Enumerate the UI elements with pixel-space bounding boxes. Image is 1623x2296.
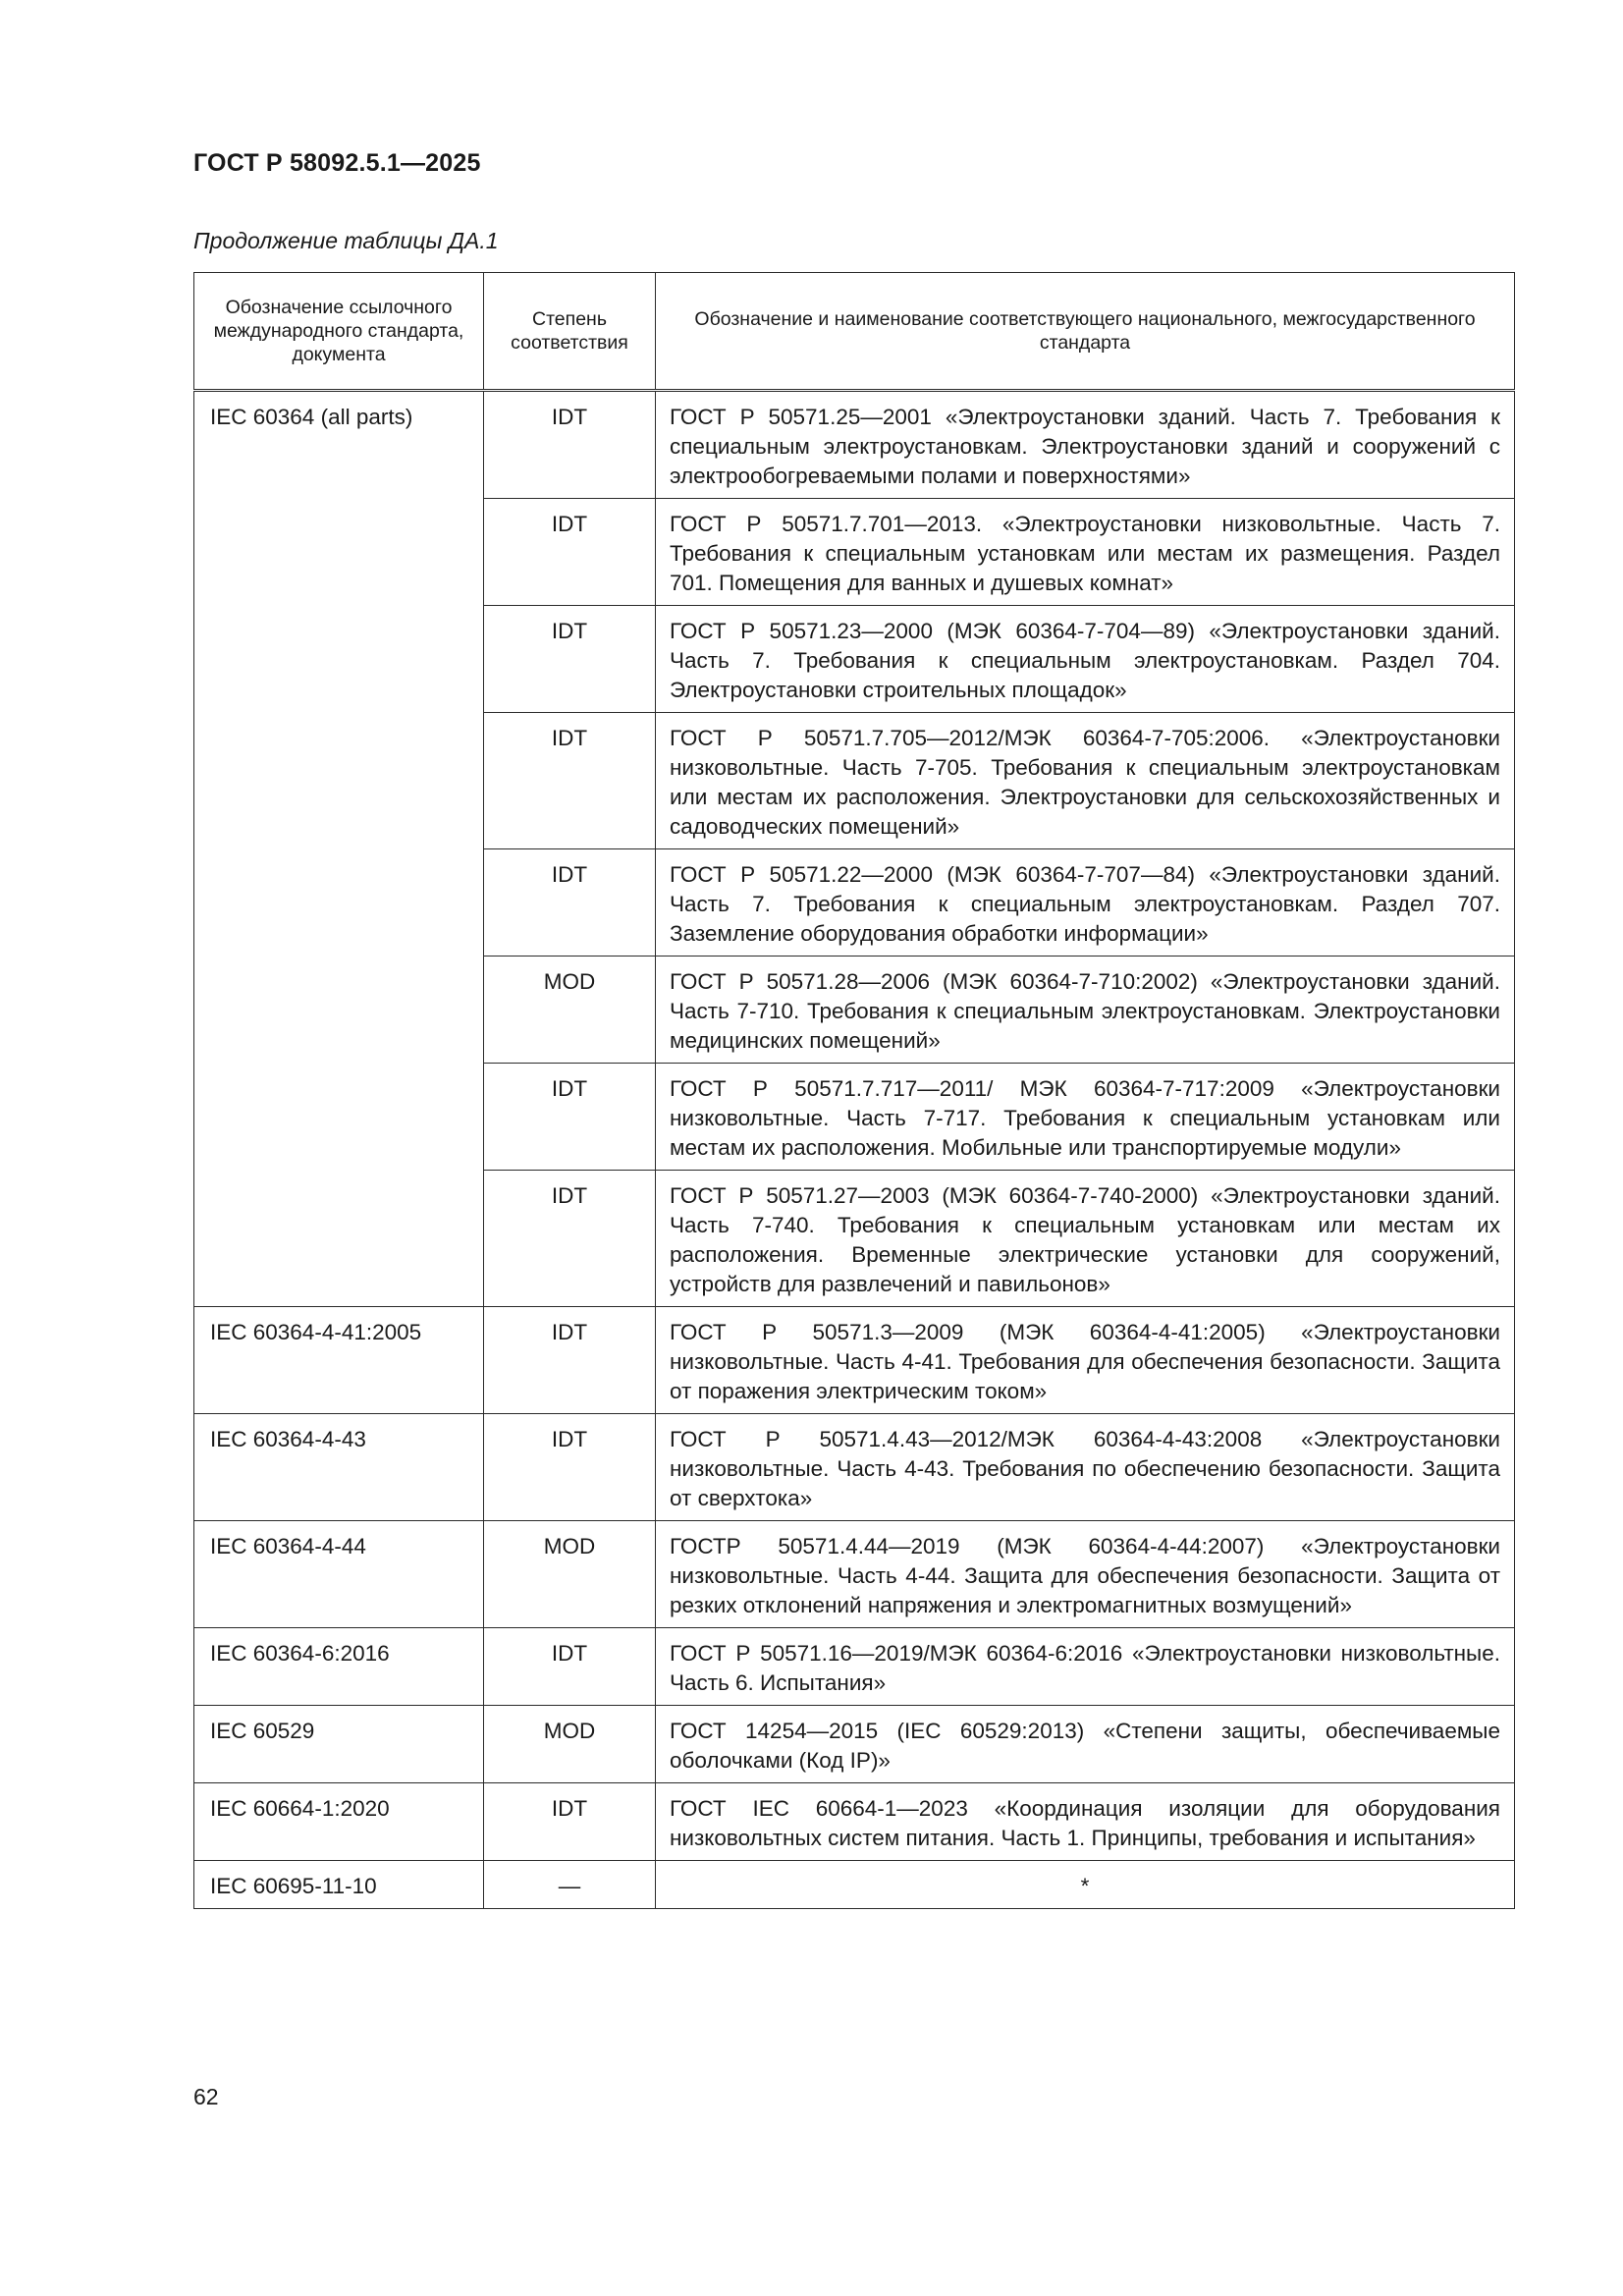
table-header-row [194,273,1515,391]
degree-cell: IDT [484,499,656,606]
national-standard-cell: ГОСТ Р 50571.4.43—2012/МЭК 60364-4-43:2008 «Электроустановки низковольтные. Часть 4-43. Требования по обеспечению безопасности. Защита от сверхтока» [656,1414,1515,1521]
table-row [194,1521,1515,1628]
reference-cell [194,499,484,606]
national-standard-cell: ГОСТР 50571.4.44—2019 (МЭК 60364-4-44:2007) «Электроустановки низковольтные. Часть 4-44. Защита для обеспечения безопасности. Защита от резких отклонений напряжения и электромагнитных возмущений» [656,1521,1515,1628]
degree-cell: IDT [484,1628,656,1706]
table-row [194,1414,1515,1521]
table-row [194,849,1515,957]
table-row [194,713,1515,849]
national-standard-cell: ГОСТ Р 50571.16—2019/МЭК 60364-6:2016 «Электроустановки низковольтные. Часть 6. Испытания» [656,1628,1515,1706]
national-standard-cell: ГОСТ Р 50571.22—2000 (МЭК 60364-7-707—84) «Электроустановки зданий. Часть 7. Требования к специальным электроустановкам. Раздел 707. Заземление оборудования обработки информации» [656,849,1515,957]
table-row [194,1861,1515,1909]
reference-cell [194,606,484,713]
degree-cell: IDT [484,1171,656,1307]
national-standard-cell: * [656,1861,1515,1909]
degree-cell: IDT [484,1783,656,1861]
national-standard-cell: ГОСТ Р 50571.28—2006 (МЭК 60364-7-710:2002) «Электроустановки зданий. Часть 7-710. Требования к специальным электроустановкам. Электроустановки медицинских помещений» [656,957,1515,1064]
reference-cell: IEC 60364-4-43 [194,1414,484,1521]
national-standard-cell: ГОСТ 14254—2015 (IEC 60529:2013) «Степени защиты, обеспечиваемые оболочками (Код IP)» [656,1706,1515,1783]
degree-cell: IDT [484,849,656,957]
table-row [194,606,1515,713]
table-caption: Продолжение таблицы ДА.1 [193,228,499,253]
degree-cell: IDT [484,1414,656,1521]
reference-cell: IEC 60364 (all parts) [194,391,484,499]
table-row [194,1706,1515,1783]
reference-cell: IEC 60695-11-10 [194,1861,484,1909]
reference-cell [194,849,484,957]
document-id-header: ГОСТ Р 58092.5.1—2025 [193,149,481,177]
degree-cell: IDT [484,606,656,713]
degree-cell: IDT [484,713,656,849]
national-standard-cell: ГОСТ Р 50571.7.701—2013. «Электроустановки низковольтные. Часть 7. Требования к специальным установкам или местам их размещения. Раздел 701. Помещения для ванных и душевых комнат» [656,499,1515,606]
table-row [194,1064,1515,1171]
table-row [194,1628,1515,1706]
column-header-reference: Обозначение ссылочного международного стандарта, документа [194,273,484,391]
reference-cell [194,713,484,849]
reference-cell: IEC 60529 [194,1706,484,1783]
page-number: 62 [193,2084,219,2109]
reference-cell [194,1064,484,1171]
standards-table [193,272,1515,1909]
national-standard-cell: ГОСТ IEC 60664-1—2023 «Координация изоляции для оборудования низковольтных систем питания. Часть 1. Принципы, требования и испытания» [656,1783,1515,1861]
national-standard-cell: ГОСТ Р 50571.7.705—2012/МЭК 60364-7-705:2006. «Электроустановки низковольтные. Часть 7-705. Требования к специальным электроустановкам или местам их расположения. Электроустановки для сельскохозяйственных и садоводческих помещений» [656,713,1515,849]
table-row [194,391,1515,499]
reference-cell: IEC 60664-1:2020 [194,1783,484,1861]
degree-cell: IDT [484,391,656,499]
column-header-degree: Степень соответствия [484,273,656,391]
reference-cell [194,957,484,1064]
reference-cell: IEC 60364-6:2016 [194,1628,484,1706]
degree-cell: MOD [484,957,656,1064]
table-row [194,1307,1515,1414]
national-standard-cell: ГОСТ Р 50571.23—2000 (МЭК 60364-7-704—89) «Электроустановки зданий. Часть 7. Требования к специальным электроустановкам. Раздел 704. Электроустановки строительных площадок» [656,606,1515,713]
reference-cell: IEC 60364-4-44 [194,1521,484,1628]
table-row [194,1783,1515,1861]
national-standard-cell: ГОСТ Р 50571.3—2009 (МЭК 60364-4-41:2005) «Электроустановки низковольтные. Часть 4-41. Требования для обеспечения безопасности. Защита от поражения электрическим током» [656,1307,1515,1414]
degree-cell: IDT [484,1307,656,1414]
reference-cell: IEC 60364-4-41:2005 [194,1307,484,1414]
national-standard-cell: ГОСТ Р 50571.7.717—2011/ МЭК 60364-7-717:2009 «Электроустановки низковольтные. Часть 7-717. Требования к специальным установкам или местам их расположения. Мобильные или транспортируемые модули» [656,1064,1515,1171]
reference-cell [194,1171,484,1307]
degree-cell: IDT [484,1064,656,1171]
table-row [194,1171,1515,1307]
table-row [194,499,1515,606]
degree-cell: MOD [484,1521,656,1628]
table-row [194,957,1515,1064]
degree-cell: — [484,1861,656,1909]
national-standard-cell: ГОСТ Р 50571.27—2003 (МЭК 60364-7-740-2000) «Электроустановки зданий. Часть 7-740. Требования к специальным установкам или местам их расположения. Временные электрические установки для сооружений, устройств для развлечений и павильонов» [656,1171,1515,1307]
national-standard-cell: ГОСТ Р 50571.25—2001 «Электроустановки зданий. Часть 7. Требования к специальным электроустановкам. Электроустановки зданий и сооружений с электрообогреваемыми полами и поверхностями» [656,391,1515,499]
degree-cell: MOD [484,1706,656,1783]
column-header-national-standard: Обозначение и наименование соответствующего национального, межгосударственного стандарта [656,273,1515,391]
